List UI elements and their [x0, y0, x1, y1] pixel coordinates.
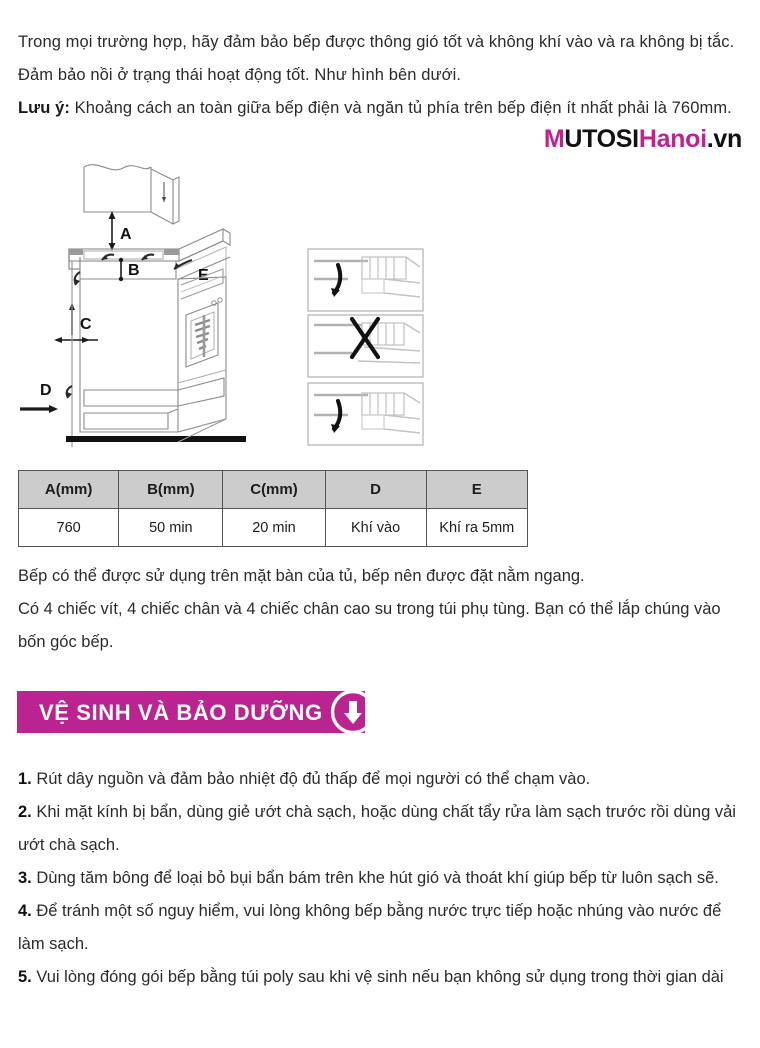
logo-hanoi-text: Hanoi	[638, 125, 707, 153]
dimension-a-arrow	[109, 211, 116, 251]
table-header-b: B(mm)	[119, 471, 223, 509]
upper-cabinet-shape	[84, 165, 179, 224]
step-text: Vui lòng đóng gói bếp bằng túi poly sau khi vệ sinh nếu bạn không sử dụng trong thời gian dài	[31, 968, 724, 986]
mid-paragraph-1: Bếp có thể được sử dụng trên mặt bàn của tủ, bếp nên được đặt nằm ngang.	[18, 567, 585, 585]
diagram-label-e: E	[198, 267, 209, 284]
intro-note-paragraph	[18, 92, 742, 125]
dimension-b-arrow	[119, 258, 123, 281]
step-number: 2.	[18, 803, 32, 821]
step-number: 5.	[18, 968, 32, 986]
airflow-panel-ok-bottom	[308, 383, 423, 445]
table-cell-e-value: Khí ra 5mm	[426, 509, 527, 547]
table-cell-b-value: 50 min	[119, 509, 223, 547]
airflow-arrow-left-top	[75, 272, 80, 285]
diagram-label-d: D	[40, 382, 52, 399]
list-item	[18, 862, 748, 895]
diagram-label-b: B	[128, 262, 140, 279]
step-text: Khi mặt kính bị bẩn, dùng giẻ ướt chà sạch, hoặc dùng chất tẩy rửa làm sạch trước rồi dùng vải ướt chà sạch.	[18, 803, 736, 854]
logo-mutosi-text: UTOSI	[564, 125, 639, 153]
circle-down-arrow-icon	[328, 687, 378, 737]
note-text: Khoảng cách an toàn giữa bếp điện và ngăn tủ phía trên bếp điện ít nhất phải là 760mm.	[69, 99, 732, 117]
floor-line	[66, 436, 246, 442]
step-number: 1.	[18, 770, 32, 788]
table-header-c: C(mm)	[223, 471, 325, 509]
list-item	[18, 895, 748, 961]
step-text: Rút dây nguồn và đảm bảo nhiệt độ đủ thấp để mọi người có thể chạm vào.	[31, 770, 591, 788]
table-header-d: D	[325, 471, 426, 509]
airflow-arrow-d	[67, 386, 72, 398]
table-header-e: E	[426, 471, 527, 509]
blocked-x-icon	[352, 319, 378, 357]
airflow-panel-blocked	[308, 315, 423, 377]
table-header-a: A(mm)	[19, 471, 119, 509]
oven-body	[80, 269, 226, 432]
maintenance-steps-list	[18, 763, 748, 994]
list-item	[18, 796, 748, 862]
step-number: 4.	[18, 902, 32, 920]
step-number: 3.	[18, 869, 32, 887]
table-row	[19, 509, 528, 547]
diagram-label-a: A	[120, 226, 132, 243]
list-item	[18, 763, 748, 796]
table-header-row	[19, 471, 528, 509]
logo-m-letter: M	[543, 125, 565, 153]
mid-paragraph-2: Có 4 chiếc vít, 4 chiếc chân và 4 chiếc chân cao su trong túi phụ tùng. Bạn có thể lắp chúng vào bốn góc bếp.	[18, 600, 721, 651]
step-text: Để tránh một số nguy hiểm, vui lòng không bếp bằng nước trực tiếp hoặc nhúng vào nước để làm sạch.	[18, 902, 722, 953]
installation-diagram	[18, 157, 428, 452]
table-cell-d-value: Khí vào	[325, 509, 426, 547]
specification-table	[18, 470, 528, 547]
section-banner-title: VỆ SINH VÀ BẢO DƯỠNG	[39, 700, 323, 725]
airflow-panel-ok-top	[308, 249, 423, 311]
list-item	[18, 961, 748, 994]
mid-text-block	[18, 560, 744, 659]
oven-base	[84, 378, 224, 429]
section-banner	[17, 691, 365, 733]
mutosihanoi-logo	[544, 127, 742, 152]
d-horizontal-arrow	[20, 405, 58, 413]
logo-vn-text: .vn	[706, 125, 742, 153]
note-label: Lưu ý:	[18, 99, 70, 117]
intro-paragraph-1: Trong mọi trường hợp, hãy đảm bảo bếp được thông gió tốt và không khí vào và ra không bị tắc. Đảm bảo nồi ở trạng thái hoạt động tốt. Như hình bên dưới.	[18, 33, 735, 84]
step-text: Dùng tăm bông để loại bỏ bụi bẩn bám trên khe hút gió và thoát khí giúp bếp từ luôn sạch sẽ.	[31, 869, 719, 887]
table-cell-c-value: 20 min	[223, 509, 325, 547]
diagram-label-c: C	[80, 316, 92, 333]
table-cell-a-value: 760	[19, 509, 119, 547]
intro-text-block	[18, 26, 742, 125]
